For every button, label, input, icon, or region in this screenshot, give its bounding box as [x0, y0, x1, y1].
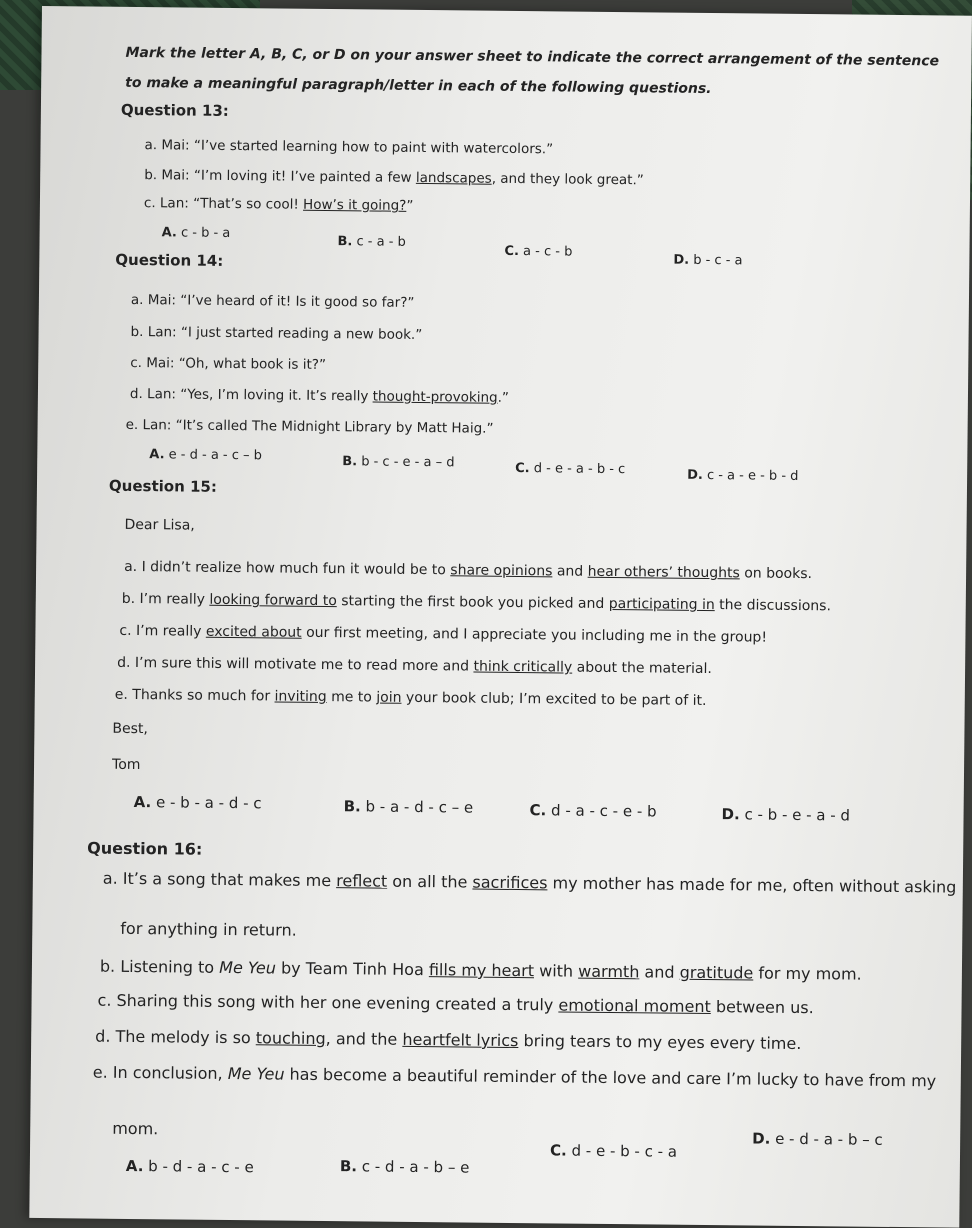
- q14-sentence-e: e. Lan: “It’s called The Midnight Library by Matt Haig.”: [125, 416, 494, 437]
- q15-sentence-e: e. Thanks so much for inviting me to join your book club; I’m excited to be part of it.: [114, 686, 707, 709]
- q15-closing: Best,: [112, 720, 148, 738]
- q14-option-a[interactable]: A. e - d - a - c – b: [149, 447, 263, 464]
- q15-sentence-a: a. I didn’t realize how much fun it would be to share opinions and hear others’ thoughts on books.: [124, 558, 813, 583]
- question-16-heading: Question 16:: [87, 838, 203, 859]
- q14-sentence-c: c. Mai: “Oh, what book is it?”: [130, 354, 327, 373]
- q15-option-a[interactable]: A. e - b - a - d - c: [133, 793, 262, 813]
- q13-option-a[interactable]: A. c - b - a: [161, 225, 231, 241]
- q13-option-b[interactable]: B. c - a - b: [337, 234, 406, 250]
- q16-option-b[interactable]: B. c - d - a - b – e: [339, 1157, 470, 1177]
- q14-option-c[interactable]: C. d - e - a - b - c: [515, 460, 626, 478]
- question-15-heading: Question 15:: [108, 476, 218, 496]
- q16-sentence-a-continued: for anything in return.: [120, 918, 297, 940]
- q16-sentence-e: e. In conclusion, Me Yeu has become a beautiful reminder of the love and care I’m lucky to have from my: [92, 1062, 937, 1091]
- question-13-heading: Question 13:: [120, 100, 229, 120]
- q13-sentence-c: c. Lan: “That’s so cool! How’s it going?”: [143, 195, 414, 214]
- instructions-line-1: Mark the letter A, B, C, or D on your answer sheet to indicate the correct arrangement of the sentence: [125, 44, 940, 70]
- q16-option-c[interactable]: C. d - e - b - c - a: [549, 1141, 678, 1161]
- q13-sentence-a: a. Mai: “I’ve started learning how to paint with watercolors.”: [144, 137, 554, 158]
- q15-greeting: Dear Lisa,: [124, 516, 195, 534]
- q15-sentence-d: d. I’m sure this will motivate me to read more and think critically about the material.: [117, 654, 712, 678]
- q16-sentence-c: c. Sharing this song with her one evening created a truly emotional moment between us.: [97, 990, 814, 1018]
- q15-option-d[interactable]: D. c - b - e - a - d: [721, 805, 851, 825]
- q16-option-a[interactable]: A. b - d - a - c - e: [125, 1156, 254, 1177]
- q13-sentence-b: b. Mai: “I’m loving it! I’ve painted a few landscapes, and they look great.”: [144, 167, 644, 189]
- q15-option-b[interactable]: B. b - a - d - c – e: [343, 797, 474, 817]
- q16-sentence-d: d. The melody is so touching, and the heartfelt lyrics bring tears to my eyes every time.: [95, 1026, 802, 1054]
- q16-option-d[interactable]: D. e - d - a - b – c: [752, 1129, 883, 1149]
- worksheet-page: [29, 6, 972, 1228]
- q14-option-b[interactable]: B. b - c - e - a – d: [342, 454, 455, 471]
- q15-signature: Tom: [111, 756, 141, 774]
- q14-option-d[interactable]: D. c - a - e - b - d: [687, 467, 799, 484]
- q13-option-c[interactable]: C. a - c - b: [504, 243, 573, 260]
- q14-sentence-a: a. Mai: “I’ve heard of it! Is it good so far?”: [130, 291, 415, 311]
- q16-sentence-b: b. Listening to Me Yeu by Team Tinh Hoa fills my heart with warmth and gratitude for my mom.: [99, 956, 862, 984]
- instructions-line-2: to make a meaningful paragraph/letter in each of the following questions.: [125, 74, 712, 98]
- q15-sentence-b: b. I’m really looking forward to starting the first book you picked and participating in the discussions.: [121, 590, 832, 615]
- question-14-heading: Question 14:: [115, 250, 224, 270]
- q15-sentence-c: c. I’m really excited about our first meeting, and I appreciate you including me in the group!: [119, 622, 768, 646]
- q14-sentence-b: b. Lan: “I just started reading a new book.”: [130, 323, 423, 343]
- q13-option-d[interactable]: D. b - c - a: [673, 252, 743, 269]
- q16-sentence-e-continued: mom.: [112, 1118, 159, 1139]
- q14-sentence-d: d. Lan: “Yes, I’m loving it. It’s really thought-provoking.”: [129, 385, 510, 406]
- q15-option-c[interactable]: C. d - a - c - e - b: [529, 801, 657, 821]
- q16-sentence-a: a. It’s a song that makes me reflect on all the sacrifices my mother has made for me, often without asking: [102, 868, 957, 897]
